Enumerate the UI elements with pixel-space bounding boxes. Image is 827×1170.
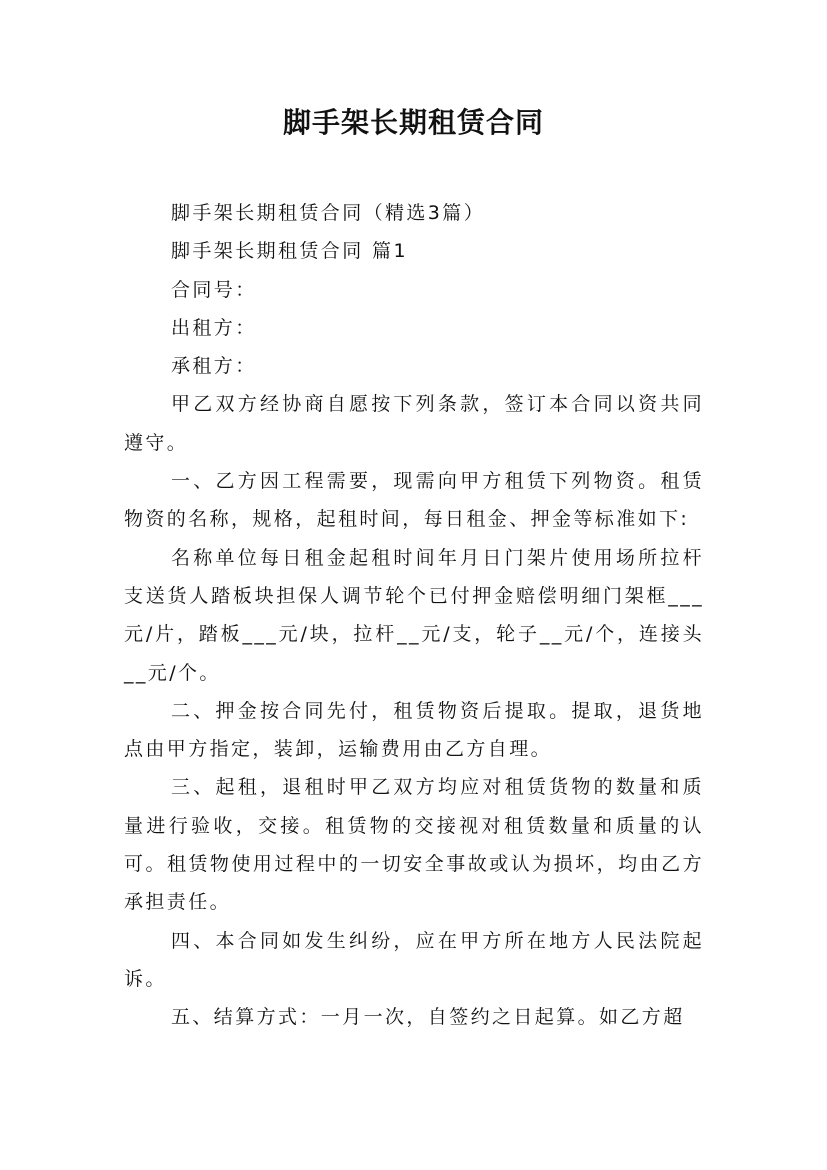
paragraph-clause-2: 二、押金按合同先付，租赁物资后提取。提取，退货地点由甲方指定，装卸，运输费用由乙方自理。	[124, 699, 704, 761]
paragraph-contract-number: 合同号：	[171, 278, 257, 301]
paragraph-clause-4: 四、本合同如发生纠纷，应在甲方所在地方人民法院起诉。	[124, 929, 704, 990]
paragraph-lessor: 出租方：	[171, 316, 257, 339]
paragraph-clause-5: 五、结算方式：一月一次，自签约之日起算。如乙方超	[171, 1006, 685, 1029]
paragraph-preamble: 甲乙双方经协商自愿按下列条款，签订本合同以资共同遵守。	[124, 393, 704, 454]
paragraph-clause-3: 三、起租，退租时甲乙双方均应对租赁货物的数量和质量进行验收，交接。租赁物的交接视对租赁数量和质量的认可。租赁物使用过程中的一切安全事故或认为损坏，均由乙方承担责任。	[124, 776, 704, 914]
document-body	[124, 194, 704, 1037]
document-title: 脚手架长期租赁合同	[282, 106, 544, 139]
paragraph-lessee: 承租方：	[171, 355, 257, 378]
paragraph-clause-1: 一、乙方因工程需要，现需向甲方租赁下列物资。租赁物资的名称，规格，起租时间，每日租金、押金等标准如下:	[124, 470, 704, 531]
paragraph-price-list: 名称单位每日租金起租时间年月日门架片使用场所拉杆支送货人踏板块担保人调节轮个已付押金赔偿明细门架框___元/片，踏板___元/块，拉杆__元/支，轮子__元/个，连接头__元/个。	[124, 546, 704, 684]
paragraph-section-heading: 脚手架长期租赁合同 篇1	[171, 240, 408, 263]
paragraph-subtitle: 脚手架长期租赁合同（精选3篇）	[171, 202, 486, 224]
